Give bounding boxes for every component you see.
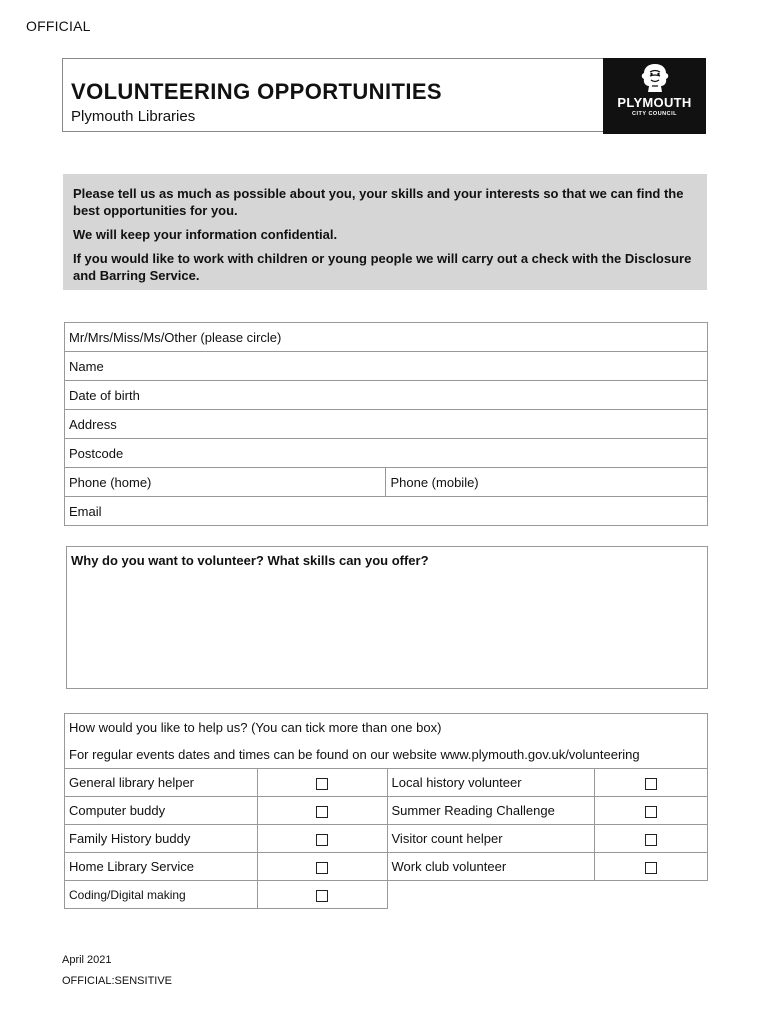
option-label: Home Library Service xyxy=(65,853,258,881)
header xyxy=(62,58,706,132)
name-field[interactable]: Name xyxy=(65,352,708,381)
title-field[interactable]: Mr/Mrs/Miss/Ms/Other (please circle) xyxy=(65,323,708,352)
option-label: Local history volunteer xyxy=(387,769,595,797)
logo-name: PLYMOUTH xyxy=(617,95,692,110)
footer-date: April 2021 xyxy=(62,954,112,966)
option-label: Work club volunteer xyxy=(387,853,595,881)
classification-top: OFFICIAL xyxy=(26,18,91,34)
phone-home-field[interactable]: Phone (home) xyxy=(65,468,386,497)
computer-buddy-checkbox[interactable] xyxy=(316,806,328,818)
info-box xyxy=(63,174,707,290)
summer-reading-challenge-checkbox[interactable] xyxy=(645,806,657,818)
lion-crest-icon xyxy=(638,62,672,94)
option-label: Computer buddy xyxy=(65,797,258,825)
work-club-volunteer-checkbox[interactable] xyxy=(645,862,657,874)
personal-details-table xyxy=(64,322,708,526)
option-label: Summer Reading Challenge xyxy=(387,797,595,825)
dob-field[interactable]: Date of birth xyxy=(65,381,708,410)
info-paragraph-3: If you would like to work with children or young people we will carry out a check with the Disclosure and Barring Service. xyxy=(73,251,692,283)
coding-digital-making-checkbox[interactable] xyxy=(316,890,328,902)
visitor-count-helper-checkbox[interactable] xyxy=(645,834,657,846)
postcode-field[interactable]: Postcode xyxy=(65,439,708,468)
help-options-table xyxy=(64,713,708,909)
help-question: How would you like to help us? (You can tick more than one box) xyxy=(65,714,708,742)
page-subtitle: Plymouth Libraries xyxy=(71,108,196,125)
info-paragraph-1: Please tell us as much as possible about you, your skills and your interests so that we can find the best opportunities for you. xyxy=(73,186,684,218)
general-library-helper-checkbox[interactable] xyxy=(316,778,328,790)
page-title: VOLUNTEERING OPPORTUNITIES xyxy=(71,79,442,104)
email-field[interactable]: Email xyxy=(65,497,708,526)
info-paragraph-2: We will keep your information confidential. xyxy=(73,227,338,242)
home-library-service-checkbox[interactable] xyxy=(316,862,328,874)
why-volunteer-question: Why do you want to volunteer? What skills can you offer? xyxy=(71,553,429,568)
help-website-note: For regular events dates and times can be found on our website www.plymouth.gov.uk/volunteering xyxy=(65,741,708,769)
family-history-buddy-checkbox[interactable] xyxy=(316,834,328,846)
local-history-volunteer-checkbox[interactable] xyxy=(645,778,657,790)
option-label: Visitor count helper xyxy=(387,825,595,853)
option-label: Family History buddy xyxy=(65,825,258,853)
phone-mobile-field[interactable]: Phone (mobile) xyxy=(386,468,708,497)
option-label: Coding/Digital making xyxy=(65,881,258,909)
footer-classification: OFFICIAL:SENSITIVE xyxy=(62,975,173,987)
address-field[interactable]: Address xyxy=(65,410,708,439)
option-label: General library helper xyxy=(65,769,258,797)
plymouth-logo xyxy=(603,58,706,134)
logo-council: CITY COUNCIL xyxy=(631,111,677,117)
why-volunteer-field[interactable] xyxy=(66,546,708,689)
